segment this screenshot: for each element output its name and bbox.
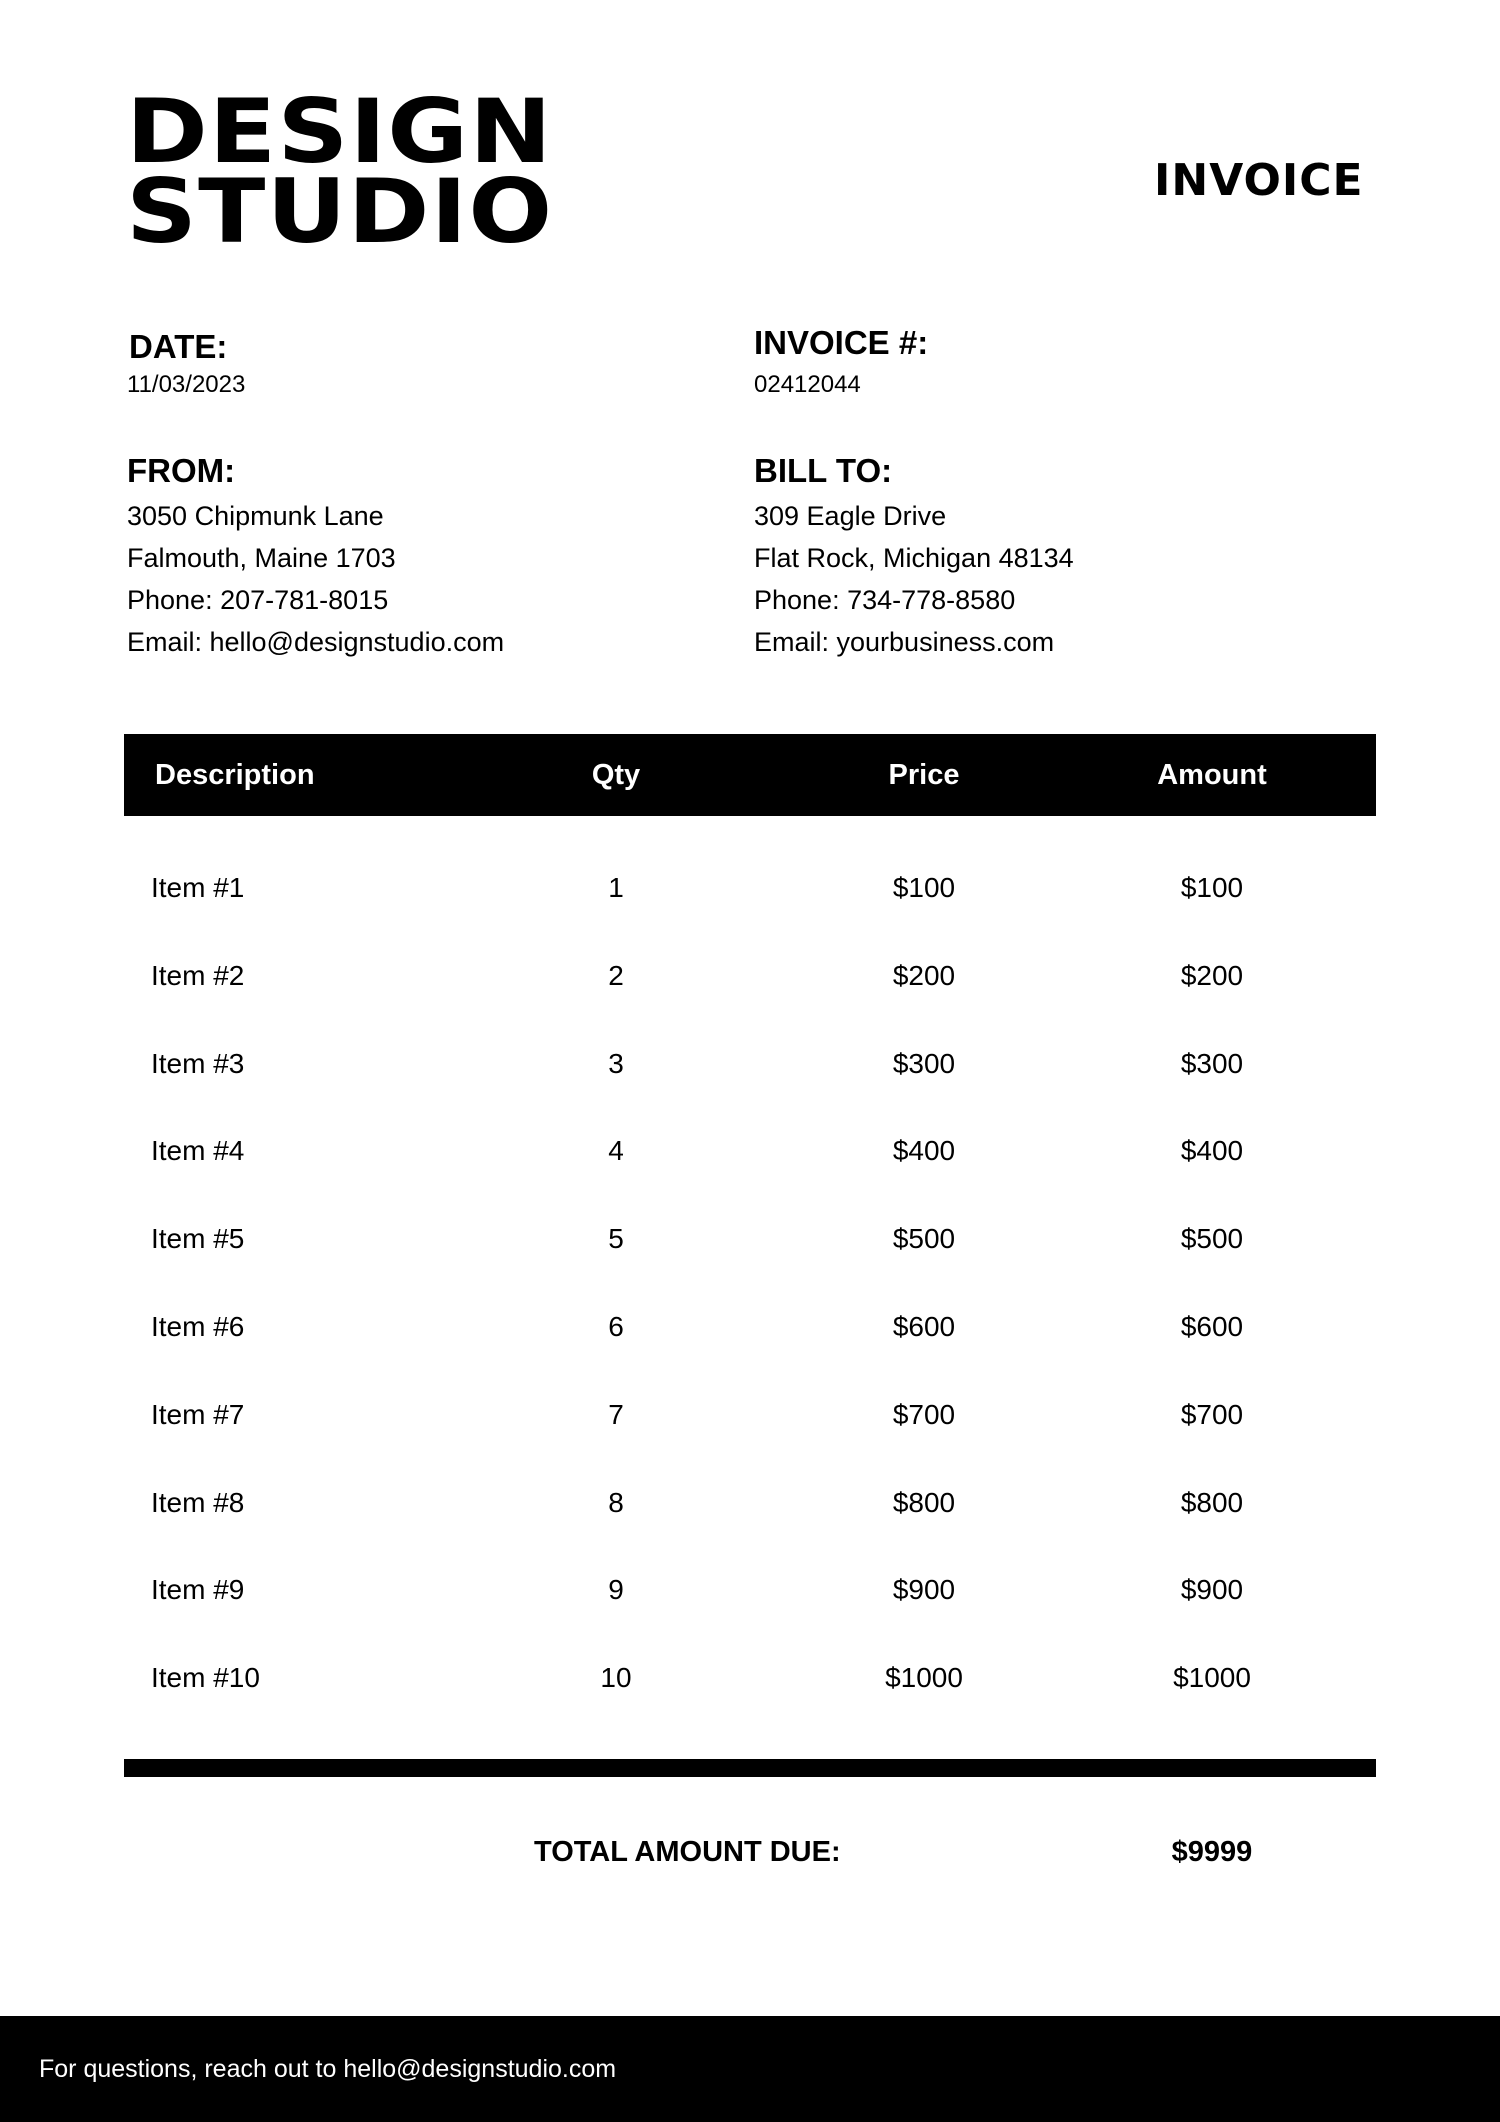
from-label: FROM: [127,452,236,489]
table-row [124,1107,1376,1195]
table-row [124,1195,1376,1283]
item-amount: $800 [1180,1486,1244,1518]
item-qty: 10 [600,1662,632,1694]
item-description: Item #1 [151,872,245,903]
item-amount: $300 [1180,1047,1244,1079]
item-price: $600 [892,1310,956,1342]
footer [0,2016,1500,2122]
item-amount: $500 [1180,1223,1244,1255]
total-divider [124,1759,1376,1777]
invoice-number-label: INVOICE #: [754,324,929,361]
item-price: $800 [892,1486,956,1518]
brand-logo [126,80,554,263]
total-label: TOTAL AMOUNT DUE: [534,1836,841,1868]
table-row [124,844,1376,932]
item-amount: $700 [1180,1398,1244,1430]
item-qty: 4 [608,1135,624,1167]
line-items [124,844,1376,1722]
item-amount: $1000 [1173,1662,1251,1694]
column-header-price: Price [888,759,960,791]
from-line: Phone: 207-781-8015 [127,585,389,615]
table-row [124,1371,1376,1459]
item-description: Item #10 [151,1662,260,1694]
column-header-amount: Amount [1157,759,1267,791]
item-price: $500 [892,1223,956,1255]
total-value: $9999 [1171,1836,1253,1868]
item-price: $700 [892,1398,956,1430]
item-price: $400 [892,1135,956,1167]
item-description: Item #4 [151,1135,245,1167]
date-value: 11/03/2023 [127,371,246,398]
item-qty: 2 [608,959,624,991]
from-line: Email: hello@designstudio.com [127,627,505,657]
item-qty: 1 [608,872,624,903]
item-description: Item #5 [151,1223,245,1255]
bill-to-line: Flat Rock, Michigan 48134 [754,543,1074,573]
item-description: Item #7 [151,1398,245,1430]
item-amount: $600 [1180,1310,1244,1342]
item-price: $900 [892,1574,956,1606]
bill-to-line: Phone: 734-778-8580 [754,585,1016,615]
from-line: 3050 Chipmunk Lane [127,501,384,531]
date-label: DATE: [129,328,228,365]
item-description: Item #8 [151,1486,245,1518]
table-row [124,1634,1376,1722]
from-line: Falmouth, Maine 1703 [127,543,396,573]
item-price: $1000 [885,1662,963,1694]
item-amount: $100 [1180,872,1244,903]
bill-to-line: Email: yourbusiness.com [754,627,1055,657]
item-description: Item #6 [151,1310,245,1342]
table-row [124,932,1376,1020]
item-amount: $900 [1180,1574,1244,1606]
item-qty: 6 [608,1310,624,1342]
item-qty: 8 [608,1486,624,1518]
item-price: $300 [892,1047,956,1079]
item-qty: 7 [608,1398,624,1430]
item-price: $100 [892,872,956,903]
brand-line-2: STUDIO [126,160,554,263]
table-row [124,1283,1376,1371]
table-header [124,734,1376,816]
from-address [127,495,504,663]
document-title: INVOICE [1154,155,1364,206]
item-qty: 5 [608,1223,624,1255]
invoice-number-value: 02412044 [754,371,861,398]
brand-line-1: DESIGN [126,80,553,183]
item-price: $200 [892,959,956,991]
item-amount: $200 [1180,959,1244,991]
column-header-qty: Qty [591,759,641,791]
table-row [124,1020,1376,1108]
table-row [124,1546,1376,1634]
item-qty: 9 [608,1574,624,1606]
item-description: Item #3 [151,1047,245,1079]
item-qty: 3 [608,1047,624,1079]
item-description: Item #2 [151,959,245,991]
column-header-description: Description [155,759,315,791]
item-amount: $400 [1180,1135,1244,1167]
bill-to-line: 309 Eagle Drive [754,501,947,531]
bill-to-label: BILL TO: [754,452,893,489]
item-description: Item #9 [151,1574,245,1606]
bill-to-address [754,495,1074,663]
footer-text: For questions, reach out to hello@designstudio.com [39,2055,617,2083]
table-row [124,1459,1376,1547]
